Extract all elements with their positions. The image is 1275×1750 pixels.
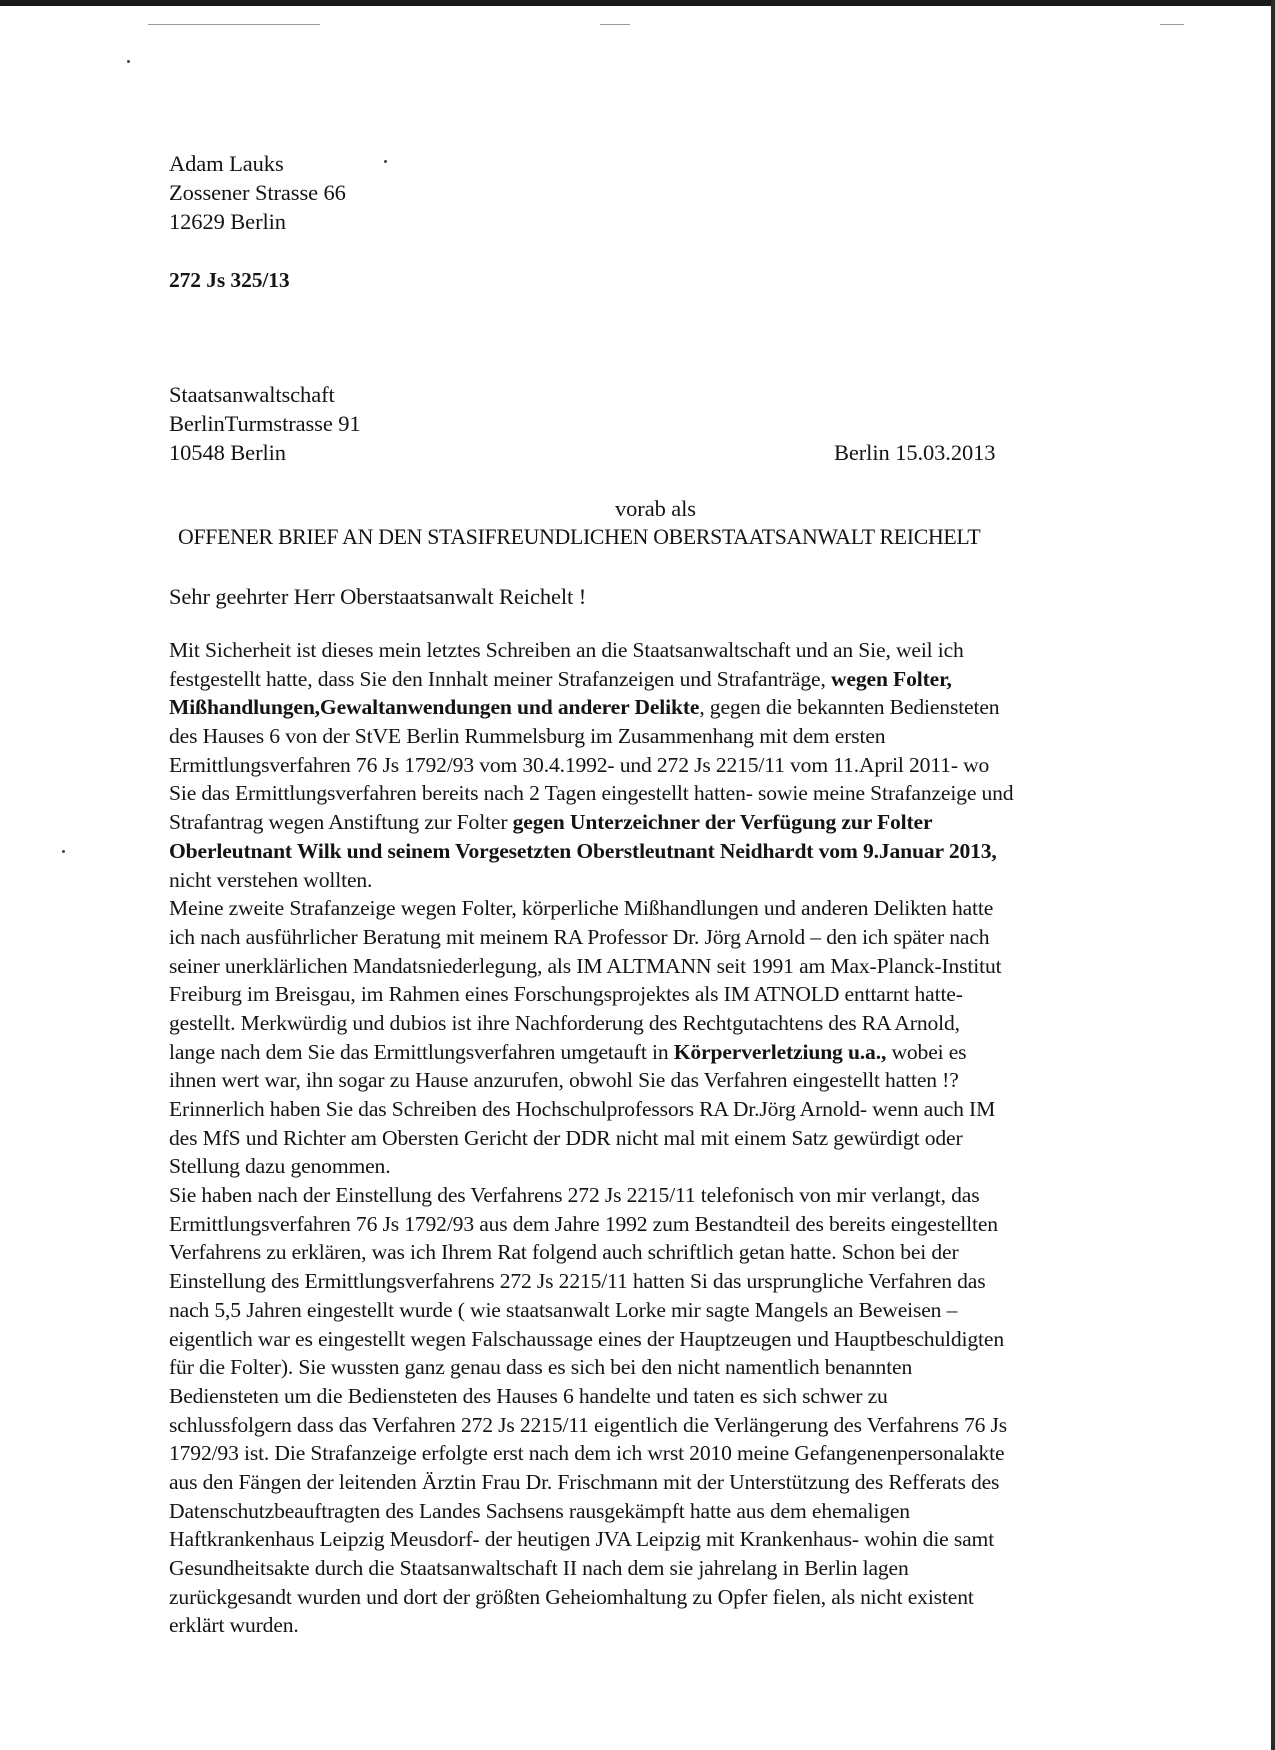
- body-text-bold: gegen Unterzeichner der Verfügung zur Folter: [512, 810, 933, 835]
- body-line: [169, 1124, 1194, 1153]
- body-text-segment: Freiburg im Breisgau, im Rahmen eines Forschungsprojektes als IM ATNOLD enttarnt hatte-: [169, 982, 963, 1007]
- recipient-name: Staatsanwaltschaft: [169, 382, 335, 407]
- body-text-segment: Verfahrens zu erklären, was ich Ihrem Rat folgend auch schriftlich getan hatte. Schon bei der: [169, 1240, 959, 1265]
- sender-name: Adam Lauks: [169, 151, 284, 176]
- body-text-segment: schlussfolgern dass das Verfahren 272 Js 2215/11 eigentlich die Verlängerung des Verfahrens 76 Js: [169, 1412, 1008, 1437]
- body-text-segment: lange nach dem Sie das Ermittlungsverfahren umgetauft in: [169, 1039, 674, 1064]
- body-line: [169, 1095, 1194, 1124]
- scan-speck: [1160, 24, 1184, 25]
- body-text-segment: aus den Fängen der leitenden Ärztin Frau Dr. Frischmann mit der Unterstützung des Refferats des: [169, 1469, 1000, 1494]
- body-text-segment: des MfS und Richter am Obersten Gericht der DDR nicht mal mit einem Satz gewürdigt oder: [169, 1125, 963, 1150]
- body-text-segment: Sie das Ermittlungsverfahren bereits nach 2 Tagen eingestellt hatten- sowie meine Strafanzeige und: [169, 781, 1014, 806]
- body-text-segment: Einstellung des Ermittlungsverfahrens 272 Js 2215/11 hatten Si das ursprungliche Verfahren das: [169, 1269, 986, 1294]
- body-text-segment: festgestellt hatte, dass Sie den Innhalt meiner Strafanzeigen und Strafanträge,: [169, 666, 831, 691]
- body-line: [169, 1038, 1194, 1067]
- body-line: [169, 779, 1194, 808]
- body-text-segment: Haftkrankenhaus Leipzig Meusdorf- der heutigen JVA Leipzig mit Krankenhaus- wohin die samt: [169, 1527, 995, 1552]
- body-line: [169, 952, 1194, 981]
- body-line: [169, 1210, 1194, 1239]
- body-line: [169, 693, 1194, 722]
- body-text-bold: Mißhandlungen,Gewaltanwendungen und anderer Delikte: [169, 695, 700, 720]
- body-text-bold: Oberleutnant Wilk und seinem Vorgesetzten Oberstleutnant Neidhardt vom 9.Januar 2013,: [169, 838, 997, 863]
- body-line: [169, 923, 1194, 952]
- body-text-segment: nach 5,5 Jahren eingestellt wurde ( wie staatsanwalt Lorke mir sagte Mangels an Beweisen –: [169, 1297, 958, 1322]
- body-line: [169, 751, 1194, 780]
- body-line: [169, 1181, 1194, 1210]
- body-text-segment: des Hauses 6 von der StVE Berlin Rummelsburg im Zusammenhang mit dem ersten: [169, 724, 886, 749]
- salutation: Sehr geehrter Herr Oberstaatsanwalt Reichelt !: [169, 584, 587, 609]
- body-text-segment: Mit Sicherheit ist dieses mein letztes Schreiben an die Staatsanwaltschaft und an Sie, weil ich: [169, 638, 964, 662]
- body-text-segment: Ermittlungsverfahren 76 Js 1792/93 aus dem Jahre 1992 zum Bestandteil des bereits eingestellten: [169, 1211, 998, 1236]
- body-text-segment: Sie haben nach der Einstellung des Verfahrens 272 Js 2215/11 telefonisch von mir verlangt, das: [169, 1183, 980, 1208]
- scan-edge-right: [1271, 0, 1275, 1750]
- body-text-segment: eigentlich war es eingestellt wegen Falschaussage eines der Hauptzeugen und Hauptbeschuldigten: [169, 1326, 1004, 1351]
- body-line: [169, 665, 1194, 694]
- body-text-segment: erklärt wurden.: [169, 1613, 299, 1638]
- scan-edge-top: [0, 0, 1275, 6]
- scan-speck: [600, 24, 630, 25]
- body-line: [169, 837, 1194, 866]
- body-line: [169, 1267, 1194, 1296]
- body-text-segment: wobei es: [886, 1039, 967, 1064]
- body-text-segment: ich nach ausführlicher Beratung mit meinem RA Professor Dr. Jörg Arnold – den ich später nach: [169, 924, 990, 949]
- body-line: [169, 1411, 1194, 1440]
- body-line: [169, 1583, 1194, 1612]
- body-text-segment: , gegen die bekannten Bediensteten: [699, 695, 1000, 720]
- letter-body: [169, 636, 1194, 1640]
- sender-city: 12629 Berlin: [169, 209, 286, 234]
- body-text-segment: Erinnerlich haben Sie das Schreiben des Hochschulprofessors RA Dr.Jörg Arnold- wenn auch IM: [169, 1097, 996, 1121]
- body-text-segment: zurückgesandt wurden und dort der größten Geheiomhaltung zu Opfer fielen, als nicht existent: [169, 1584, 974, 1609]
- sender-street: Zossener Strasse 66: [169, 180, 346, 205]
- recipient-street: BerlinTurmstrasse 91: [169, 411, 361, 436]
- body-line: [169, 636, 1194, 665]
- body-line: [169, 1238, 1194, 1267]
- letter-title: OFFENER BRIEF AN DEN STASIFREUNDLICHEN OBERSTAATSANWALT REICHELT: [178, 525, 981, 549]
- body-line: [169, 808, 1194, 837]
- scan-dot: [384, 160, 387, 163]
- body-line: [169, 866, 1194, 895]
- body-line: [169, 1611, 1194, 1640]
- body-text-segment: für die Folter). Sie wussten ganz genau dass es sich bei den nicht namentlich benannten: [169, 1355, 913, 1380]
- body-line: [169, 1497, 1194, 1526]
- body-line: [169, 1554, 1194, 1583]
- body-line: [169, 1325, 1194, 1354]
- body-text-segment: ihnen wert war, ihn sogar zu Hause anzurufen, obwohl Sie das Verfahren eingestellt hatten !?: [169, 1068, 959, 1093]
- body-text-segment: Bediensteten um die Bediensteten des Hauses 6 handelte und taten es sich schwer zu: [169, 1383, 888, 1408]
- scan-speck: [260, 24, 320, 25]
- body-line: [169, 1353, 1194, 1382]
- body-line: [169, 1009, 1194, 1038]
- reference-number: 272 Js 325/13: [169, 268, 290, 292]
- body-line: [169, 980, 1194, 1009]
- body-text-segment: nicht verstehen wollten.: [169, 867, 373, 892]
- place-date: Berlin 15.03.2013: [834, 440, 996, 465]
- body-text-segment: Meine zweite Strafanzeige wegen Folter, körperliche Mißhandlungen und anderen Delikten hatte: [169, 896, 994, 921]
- body-line: [169, 1525, 1194, 1554]
- recipient-city: 10548 Berlin: [169, 440, 286, 465]
- body-text-segment: Datenschutzbeauftragten des Landes Sachsens rausgekämpft hatte aus dem ehemaligen: [169, 1498, 910, 1523]
- body-line: [169, 1468, 1194, 1497]
- body-line: [169, 894, 1194, 923]
- scan-dot: [62, 850, 65, 853]
- body-text-bold: wegen Folter,: [830, 666, 952, 691]
- body-text-segment: Gesundheitsakte durch die Staatsanwaltschaft II nach dem sie jahrelang in Berlin lagen: [169, 1556, 909, 1580]
- body-line: [169, 1152, 1194, 1181]
- body-text-segment: Ermittlungsverfahren 76 Js 1792/93 vom 30.4.1992- und 272 Js 2215/11 vom 11.April 2011- wo: [169, 752, 990, 777]
- body-text-segment: gestellt. Merkwürdig und dubios ist ihre Nachforderung des Rechtgutachtens des RA Arnold,: [169, 1010, 960, 1035]
- body-line: [169, 1066, 1194, 1095]
- body-line: [169, 722, 1194, 751]
- body-line: [169, 1382, 1194, 1411]
- pre-title: vorab als: [615, 496, 696, 521]
- body-text-segment: seiner unerklärlichen Mandatsniederlegung, als IM ALTMANN seit 1991 am Max-Planck-Institut: [169, 953, 1002, 978]
- body-text-bold: Körperverletziung u.a.,: [673, 1039, 887, 1064]
- body-text-segment: Stellung dazu genommen.: [169, 1154, 391, 1179]
- body-text-segment: 1792/93 ist. Die Strafanzeige erfolgte erst nach dem ich wrst 2010 meine Gefangenenpersonalakte: [169, 1441, 1005, 1466]
- body-line: [169, 1439, 1194, 1468]
- body-text-segment: Strafantrag wegen Anstiftung zur Folter: [169, 810, 513, 835]
- body-line: [169, 1296, 1194, 1325]
- scan-dot: [127, 60, 130, 63]
